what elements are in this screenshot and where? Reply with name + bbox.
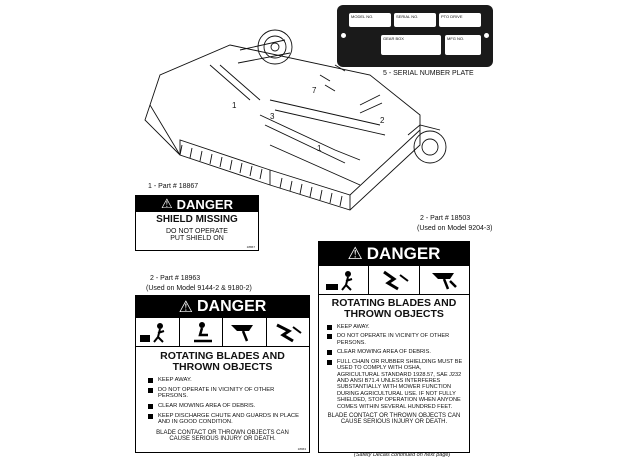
decal-2l-foot-2: CAUSE SERIOUS INJURY OR DEATH. [169, 435, 276, 442]
decal-2r-pictograms [319, 266, 469, 295]
decal-1-title: SHIELD MISSING [156, 214, 238, 225]
list-item: DO NOT OPERATE IN VICINITY OF OTHER PERSONS. [325, 333, 463, 346]
decal-1-part-label: 1 - Part # 18867 [148, 183, 199, 190]
callout-1-upper: 1 [232, 101, 237, 110]
decal-2r-title-1: ROTATING BLADES AND [331, 297, 457, 309]
plate-field-gear: GEAR BOX [381, 35, 441, 55]
foot-blade-icon [267, 318, 310, 346]
hand-blade-icon [223, 318, 267, 346]
operator-seated-icon [180, 318, 224, 346]
decal-continued-note: (Safety Decals continued on next page) [354, 452, 451, 458]
decal-1-header-text: DANGER [176, 196, 233, 212]
decal-2r-foot-2: CAUSE SERIOUS INJURY OR DEATH. [340, 419, 448, 426]
plate-field-mfg: MFG NO. [445, 35, 481, 55]
list-item: DO NOT OPERATE IN VICINITY OF OTHER PERSONS. [146, 387, 299, 400]
callout-7: 7 [312, 86, 317, 95]
decal-2r-bullets [325, 324, 463, 410]
decal-2l-title-2: THROWN OBJECTS [172, 361, 273, 374]
callout-2: 2 [380, 116, 385, 125]
callout-1-lower: 1 [317, 144, 322, 153]
list-item: CLEAR MOWING AREA OF DEBRIS. [325, 349, 463, 355]
decal-1-line1: DO NOT OPERATE [166, 227, 228, 235]
decal-2l-bullets [146, 377, 299, 426]
serial-plate-caption: 5 - SERIAL NUMBER PLATE [383, 70, 474, 77]
list-item: KEEP DISCHARGE CHUTE AND GUARDS IN PLACE AND IN GOOD CONDITION. [146, 413, 299, 426]
warning-triangle-icon: ⚠ [347, 244, 363, 263]
list-item: KEEP AWAY. [325, 324, 463, 330]
decal-2l-header-text: DANGER [197, 298, 267, 315]
plate-field-model: MODEL NO. [349, 13, 391, 27]
decal-1-code: 18867 [246, 245, 255, 249]
plate-hole-left [341, 33, 346, 38]
list-item: FULL CHAIN OR RUBBER SHIELDING MUST BE USED TO COMPLY WITH OSHA, AGRICULTURAL STANDARD 1928.57, SAE J232 AND ANSI B71.4 UNLESS INTERFERES SUBSTANTIALLY WITH MOWER FUNCTION DURING AGRICULTURAL USE. IF NOT FULLY SHIELDED, STOP OPERATION WHEN ANYONE COMES WITHIN SEVERAL HUNDRED FEET. [325, 359, 463, 410]
decal-2l-foot-1: BLADE CONTACT OR THROWN OBJECTS CAN [156, 429, 289, 436]
person-thrown-object-icon [136, 318, 180, 346]
decal-2r-header [319, 242, 469, 266]
decal-2r-part-label: 2 - Part # 18503 [420, 215, 471, 222]
decal-2l-title-1: ROTATING BLADES AND [160, 350, 285, 362]
warning-triangle-icon: ⚠ [178, 299, 193, 316]
serial-number-plate [337, 5, 493, 67]
decal-2r-foot-1: BLADE CONTACT OR THROWN OBJECTS CAN [327, 413, 461, 420]
callout-3: 3 [270, 112, 275, 121]
decal-2l-pictograms [136, 318, 309, 347]
list-item: KEEP AWAY. [146, 377, 299, 384]
decal-1-line2: PUT SHIELD ON [170, 234, 224, 242]
decal-shield-missing [135, 195, 259, 251]
plate-hole-right [484, 33, 489, 38]
decal-2r-title-2: THROWN OBJECTS [344, 308, 444, 321]
decal-2l-code: 18963 [297, 447, 306, 451]
plate-field-pto: PTO DRIVE [439, 13, 481, 27]
foot-blade-icon [420, 266, 469, 294]
decal-rotating-blades-right [318, 241, 470, 453]
hand-blade-icon [369, 266, 419, 294]
decal-2r-header-text: DANGER [366, 244, 441, 263]
list-item: CLEAR MOWING AREA OF DEBRIS. [146, 403, 299, 410]
decal-2l-part-label: 2 - Part # 18963 [150, 275, 201, 282]
warning-triangle-icon: ⚠ [161, 196, 173, 211]
plate-field-serial: SERIAL NO. [394, 13, 436, 27]
decal-2r-used-on: (Used on Model 9204-3) [417, 225, 493, 232]
decal-1-header [136, 196, 258, 212]
decal-2l-header [136, 296, 309, 318]
decal-2l-used-on: (Used on Model 9144-2 & 9180-2) [146, 285, 252, 292]
person-thrown-object-icon [319, 266, 369, 294]
decal-rotating-blades-left [135, 295, 310, 453]
